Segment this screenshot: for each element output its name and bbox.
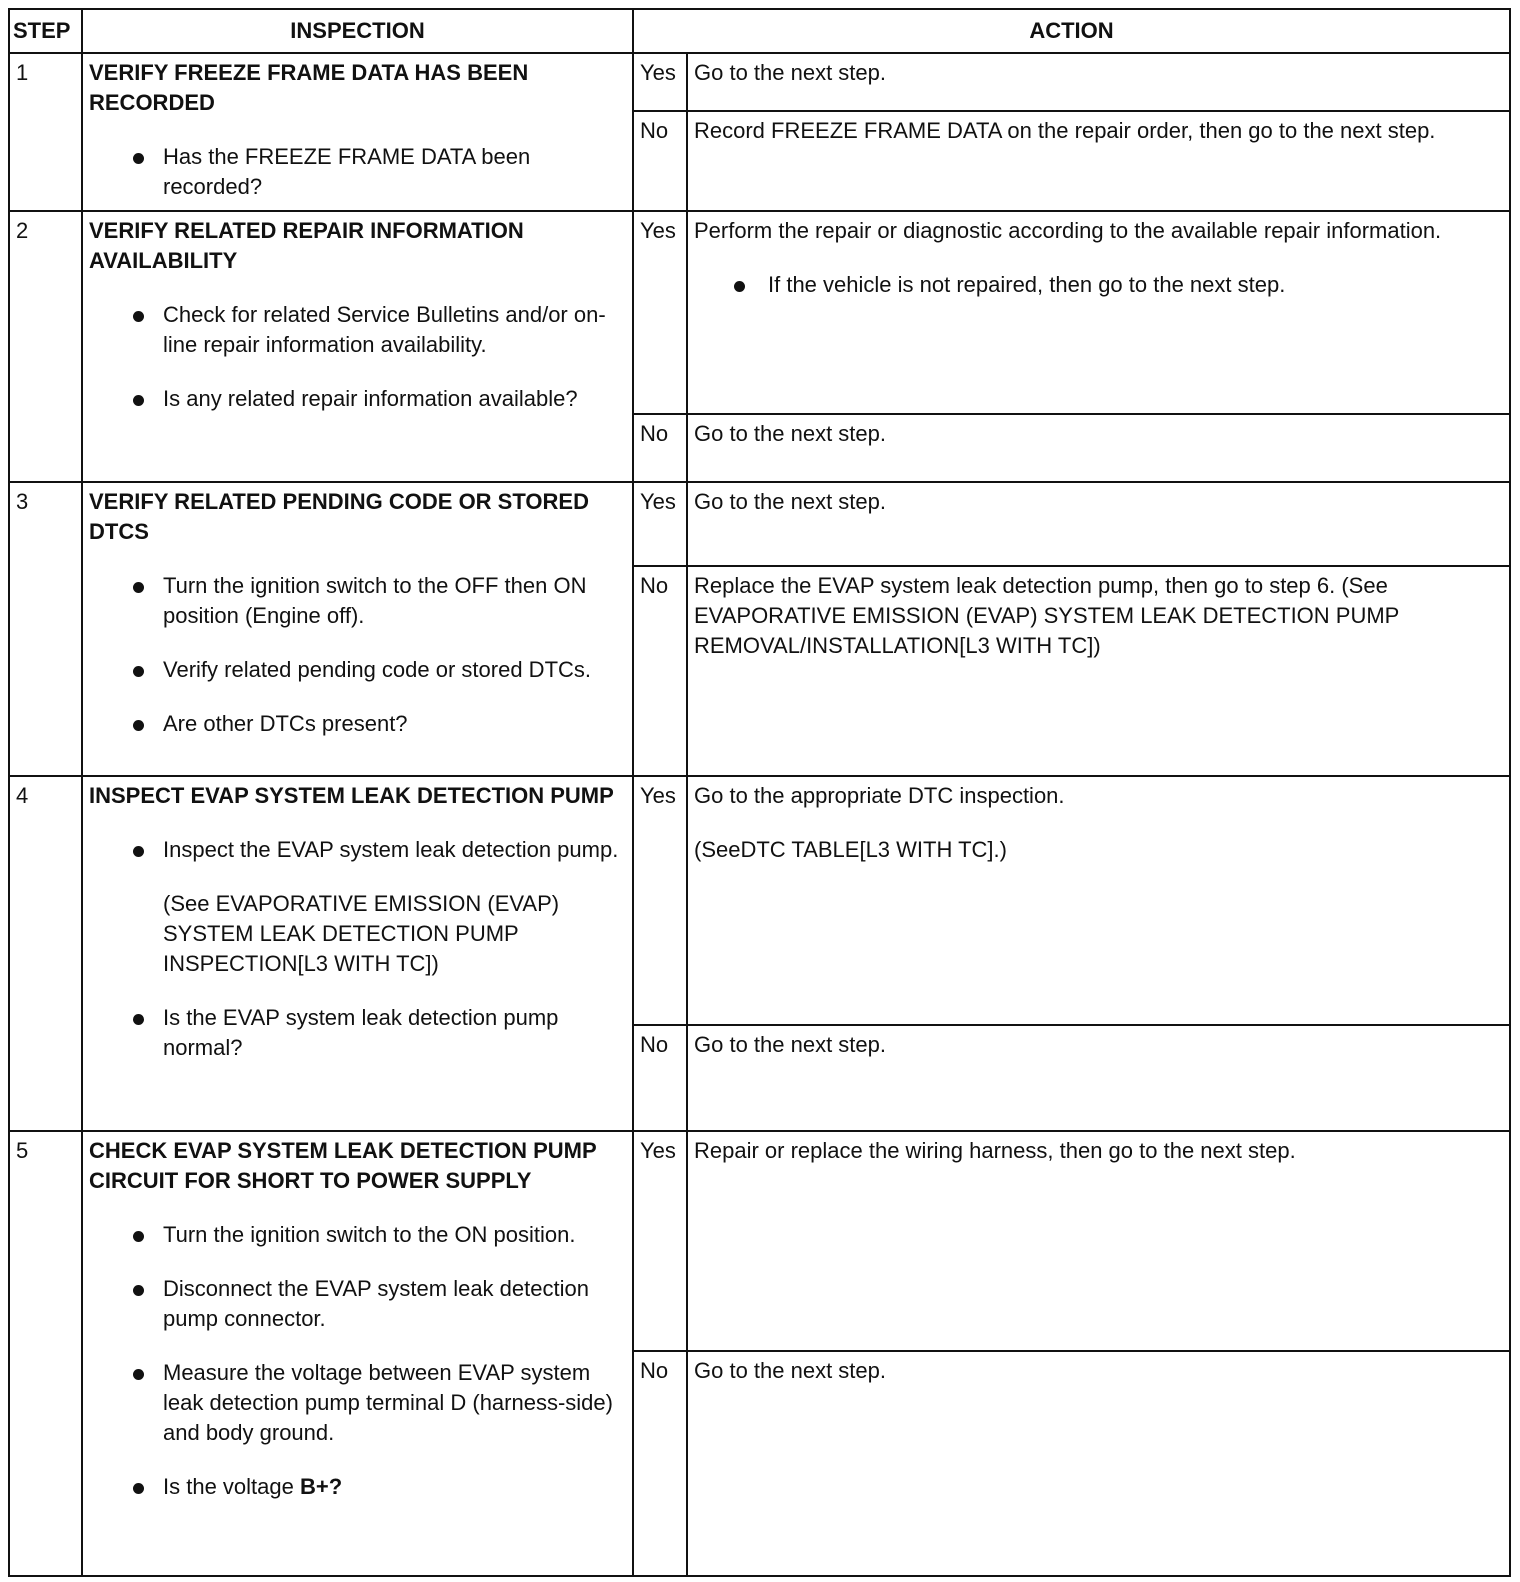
no-label: No: [633, 111, 687, 211]
inspection-bullet-list: [89, 835, 626, 865]
table-row: [9, 482, 1510, 566]
action-bullet: If the vehicle is not repaired, then go to the next step.: [730, 270, 1503, 300]
inspection-bullet: Verify related pending code or stored DTCs.: [131, 655, 626, 685]
table-row: [9, 211, 1510, 414]
yes-label: Yes: [633, 53, 687, 111]
inspection-title: VERIFY RELATED REPAIR INFORMATION AVAILABILITY: [89, 218, 524, 273]
step-number: 2: [9, 211, 82, 482]
step-column-header: STEP: [9, 9, 82, 53]
yes-action: Perform the repair or diagnostic according to the available repair information.: [694, 218, 1442, 243]
inspection-cell: [82, 482, 633, 776]
table-row: [9, 776, 1510, 1025]
yes-label: Yes: [633, 776, 687, 1025]
inspection-cell: [82, 776, 633, 1131]
inspection-cell: [82, 1131, 633, 1576]
inspection-title: VERIFY RELATED PENDING CODE OR STORED DTCS: [89, 489, 589, 544]
inspection-cell: [82, 211, 633, 482]
no-label: No: [633, 414, 687, 482]
yes-action-cell: [687, 211, 1510, 414]
yes-reference-note: (SeeDTC TABLE[L3 WITH TC].): [694, 837, 1007, 862]
inspection-title: INSPECT EVAP SYSTEM LEAK DETECTION PUMP: [89, 783, 614, 808]
inspection-bullet: Disconnect the EVAP system leak detection pump connector.: [131, 1274, 626, 1334]
yes-action: Repair or replace the wiring harness, then go to the next step.: [687, 1131, 1510, 1351]
no-label: No: [633, 566, 687, 776]
no-action: Go to the next step.: [687, 1025, 1510, 1131]
inspection-bullet: Has the FREEZE FRAME DATA been recorded?: [131, 142, 626, 202]
diagnostic-procedure-table: [8, 8, 1511, 1577]
inspection-bullet-list: [89, 1220, 626, 1502]
inspection-bullet-text: Is the voltage: [163, 1474, 300, 1499]
step-number: 4: [9, 776, 82, 1131]
yes-label: Yes: [633, 482, 687, 566]
no-action: Replace the EVAP system leak detection pump, then go to step 6. (See EVAPORATIVE EMISSION (EVAP) SYSTEM LEAK DETECTION PUMP REMOVAL/INSTALLATION[L3 WITH TC]): [687, 566, 1510, 776]
inspection-column-header: INSPECTION: [82, 9, 633, 53]
inspection-bullet-list: [89, 571, 626, 739]
inspection-cell: [82, 53, 633, 211]
yes-action-cell: [687, 776, 1510, 1025]
inspection-bullet: Are other DTCs present?: [131, 709, 626, 739]
inspection-bullet: [131, 1472, 626, 1502]
yes-label: Yes: [633, 1131, 687, 1351]
inspection-title: CHECK EVAP SYSTEM LEAK DETECTION PUMP CIRCUIT FOR SHORT TO POWER SUPPLY: [89, 1138, 597, 1193]
no-action: Go to the next step.: [687, 414, 1510, 482]
inspection-bullet-list: [89, 142, 626, 202]
inspection-bullet: Inspect the EVAP system leak detection pump.: [131, 835, 626, 865]
table-header-row: [9, 9, 1510, 53]
no-action: Record FREEZE FRAME DATA on the repair order, then go to the next step.: [687, 111, 1510, 211]
inspection-bullet: Measure the voltage between EVAP system leak detection pump terminal D (harness-side) and body ground.: [131, 1358, 626, 1448]
inspection-bullet: Turn the ignition switch to the ON position.: [131, 1220, 626, 1250]
yes-label: Yes: [633, 211, 687, 414]
inspection-bullet: Is the EVAP system leak detection pump normal?: [131, 1003, 626, 1063]
inspection-bullet-list: [89, 300, 626, 414]
step-number: 3: [9, 482, 82, 776]
action-column-header: ACTION: [633, 9, 1510, 53]
table-row: [9, 1131, 1510, 1351]
inspection-bullet: Turn the ignition switch to the OFF then ON position (Engine off).: [131, 571, 626, 631]
voltage-value: B+?: [299, 1474, 343, 1499]
action-bullet-list: [694, 270, 1503, 300]
inspection-bullet-list: [89, 1003, 626, 1063]
inspection-title: VERIFY FREEZE FRAME DATA HAS BEEN RECORDED: [89, 60, 529, 115]
yes-action: Go to the next step.: [687, 53, 1510, 111]
no-action: Go to the next step.: [687, 1351, 1510, 1576]
table-row: [9, 53, 1510, 111]
yes-action: Go to the next step.: [687, 482, 1510, 566]
inspection-reference-note: (See EVAPORATIVE EMISSION (EVAP) SYSTEM LEAK DETECTION PUMP INSPECTION[L3 WITH TC]): [163, 891, 560, 976]
yes-action: Go to the appropriate DTC inspection.: [694, 783, 1065, 808]
step-number: 5: [9, 1131, 82, 1576]
no-label: No: [633, 1351, 687, 1576]
no-label: No: [633, 1025, 687, 1131]
inspection-bullet: Is any related repair information available?: [131, 384, 626, 414]
step-number: 1: [9, 53, 82, 211]
inspection-bullet: Check for related Service Bulletins and/or on-line repair information availability.: [131, 300, 626, 360]
